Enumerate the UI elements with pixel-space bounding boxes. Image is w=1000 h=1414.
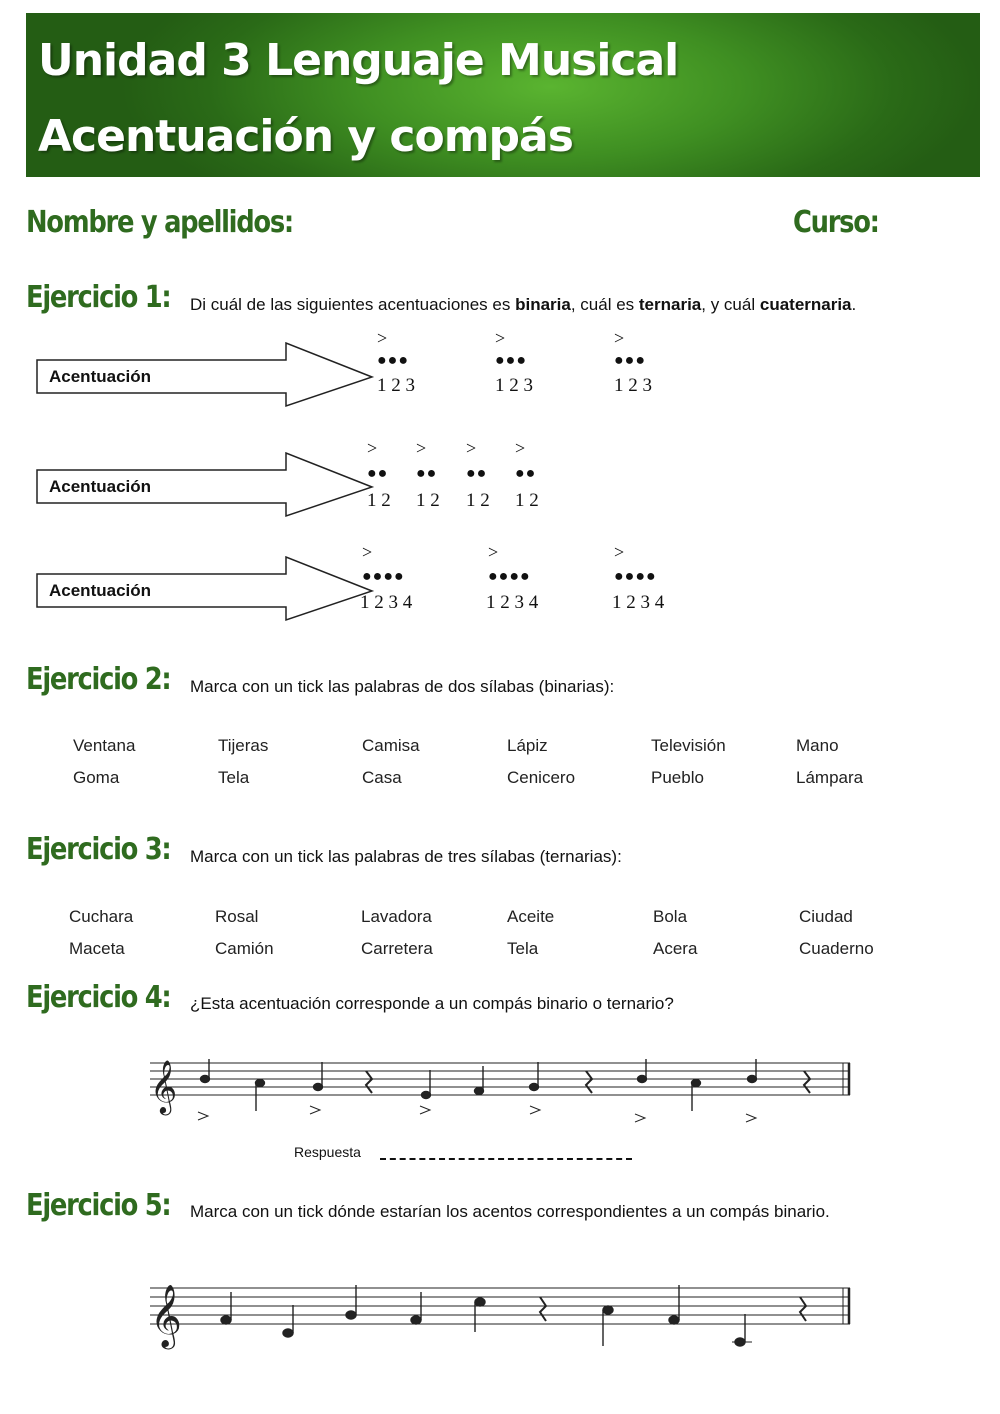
beat-dots: ●●● <box>377 352 409 369</box>
beat-numbers: 1 2 <box>416 490 440 511</box>
beat-dots: ●● <box>416 465 438 482</box>
beat-dots: ●● <box>515 465 537 482</box>
beat-numbers: 1 2 3 <box>495 375 533 396</box>
word-option[interactable]: Camión <box>215 939 274 958</box>
accent-mark: > <box>377 328 388 348</box>
ex5-instructions: Marca con un tick dónde estarían los acentos correspondientes a un compás binario. <box>190 1202 830 1221</box>
accent-mark: > <box>515 438 526 458</box>
word-option[interactable]: Lápiz <box>507 736 548 755</box>
ex1-instructions <box>190 295 856 315</box>
ex5-staff <box>140 1270 860 1360</box>
word-option[interactable]: Acera <box>653 939 698 958</box>
ex3-title: Ejercicio 3: <box>26 832 171 867</box>
beat-numbers: 1 2 3 4 <box>486 592 539 613</box>
beat-dots: ●●● <box>495 352 527 369</box>
word-option[interactable]: Pueblo <box>651 768 704 787</box>
treble-clef-icon: 𝄞 <box>150 1059 178 1113</box>
word-option[interactable]: Camisa <box>362 736 420 755</box>
word-option[interactable]: Maceta <box>69 939 125 958</box>
ex4-staff <box>140 1050 860 1130</box>
ex4-accent-marks <box>198 1106 756 1122</box>
accent-mark: > <box>416 438 427 458</box>
accent-mark: > <box>367 438 378 458</box>
accent-mark: > <box>614 328 625 348</box>
course-label: Curso: <box>793 205 879 240</box>
beat-numbers: 1 2 3 4 <box>360 592 413 613</box>
beat-numbers: 1 2 <box>466 490 490 511</box>
ex4-rests <box>366 1071 810 1093</box>
beat-dots: ●●● <box>614 352 646 369</box>
word-option[interactable]: Cuaderno <box>799 939 874 958</box>
accent-mark: > <box>495 328 506 348</box>
ex1-bold-binaria: binaria <box>515 295 571 314</box>
answer-label: Respuesta <box>294 1144 361 1160</box>
ex5-title: Ejercicio 5: <box>26 1188 171 1223</box>
word-option[interactable]: Bola <box>653 907 688 926</box>
beat-dots: ●●●● <box>488 568 531 585</box>
beat-dots: ●●●● <box>362 568 405 585</box>
word-option[interactable]: Cenicero <box>507 768 576 787</box>
ex4-title: Ejercicio 4: <box>26 980 171 1015</box>
ex1-text-4: . <box>851 295 857 314</box>
beat-numbers: 1 2 3 <box>614 375 652 396</box>
accent-mark: > <box>614 542 625 562</box>
ex1-text-1: Di cuál de las siguientes acentuaciones es <box>190 295 516 314</box>
ex1-text-3: , y cuál <box>701 295 760 314</box>
word-option[interactable]: Tela <box>507 939 539 958</box>
ex3-instructions: Marca con un tick las palabras de tres sílabas (ternarias): <box>190 847 622 866</box>
ex1-bold-ternaria: ternaria <box>638 295 702 314</box>
word-option[interactable]: Casa <box>362 768 402 787</box>
ex4-instructions: ¿Esta acentuación corresponde a un compás binario o ternario? <box>190 994 674 1013</box>
word-option[interactable]: Lámpara <box>796 768 864 787</box>
word-option[interactable]: Ciudad <box>799 907 853 926</box>
beat-numbers: 1 2 <box>367 490 391 511</box>
accent-mark: > <box>488 542 499 562</box>
beat-numbers: 1 2 <box>515 490 539 511</box>
name-label: Nombre y apellidos: <box>26 205 293 240</box>
beat-dots: ●● <box>466 465 488 482</box>
beat-dots: ●●●● <box>614 568 657 585</box>
word-option[interactable]: Cuchara <box>69 907 134 926</box>
title-line-2: Acentuación y compás <box>38 111 573 162</box>
ex4-notes <box>201 1059 757 1111</box>
title-banner <box>26 13 980 177</box>
word-option[interactable]: Rosal <box>215 907 259 926</box>
word-option[interactable]: Mano <box>796 736 839 755</box>
word-option[interactable]: Tela <box>218 768 250 787</box>
accent-mark: > <box>362 542 373 562</box>
accent-mark: > <box>466 438 477 458</box>
word-option[interactable]: Carretera <box>361 939 433 958</box>
word-option[interactable]: Tijeras <box>218 736 269 755</box>
arrow-label-2: Acentuación <box>49 477 152 496</box>
ex2-instructions: Marca con un tick las palabras de dos sílabas (binarias): <box>190 677 615 696</box>
arrow-label-1: Acentuación <box>49 367 152 386</box>
word-option[interactable]: Televisión <box>651 736 726 755</box>
word-option[interactable]: Goma <box>73 768 120 787</box>
beat-numbers: 1 2 3 <box>377 375 415 396</box>
ex2-title: Ejercicio 2: <box>26 662 171 697</box>
word-option[interactable]: Aceite <box>507 907 555 926</box>
treble-clef-icon: 𝄞 <box>150 1284 182 1347</box>
title-line-1: Unidad 3 Lenguaje Musical <box>38 35 679 86</box>
ex1-text-2: , cuál es <box>570 295 639 314</box>
ex1-bold-cuaternaria: cuaternaria <box>759 295 852 314</box>
arrow-label-3: Acentuación <box>49 581 152 600</box>
ex1-title: Ejercicio 1: <box>26 280 171 315</box>
beat-numbers: 1 2 3 4 <box>612 592 665 613</box>
beat-dots: ●● <box>367 465 389 482</box>
word-option[interactable]: Lavadora <box>361 907 432 926</box>
answer-field[interactable] <box>380 1158 632 1160</box>
word-option[interactable]: Ventana <box>73 736 136 755</box>
